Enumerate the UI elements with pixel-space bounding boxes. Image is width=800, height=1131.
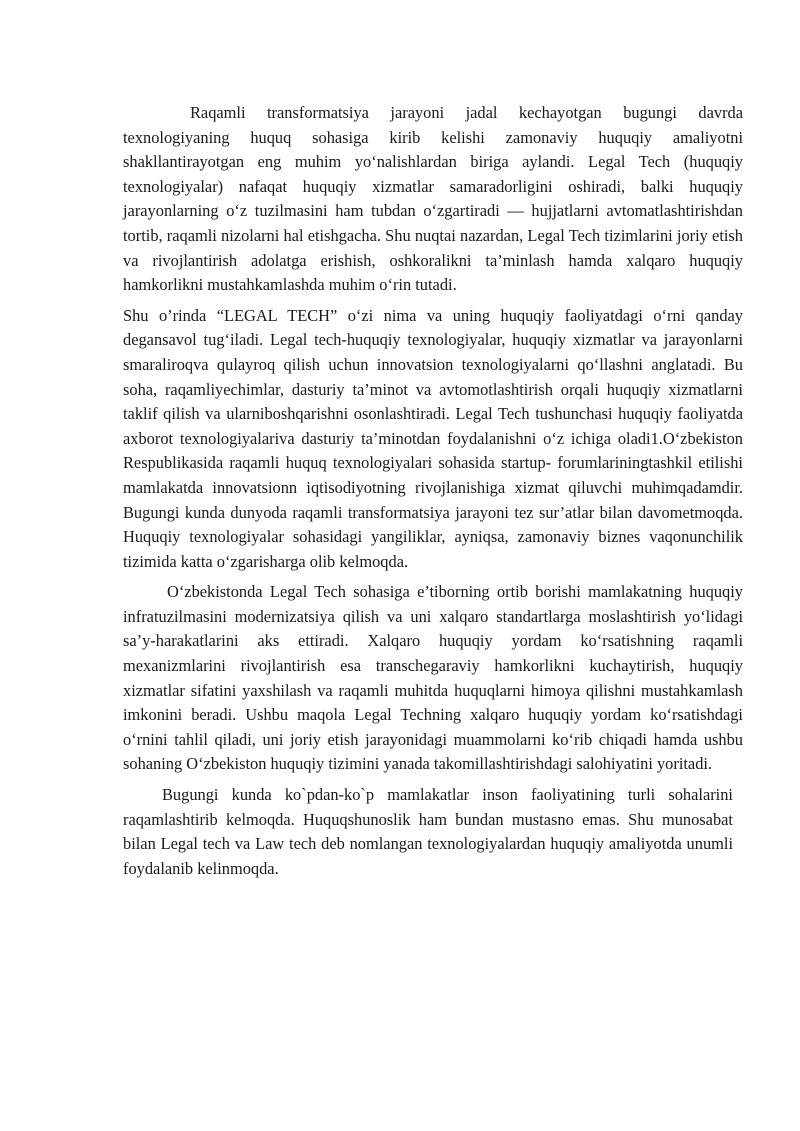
document-body xyxy=(123,101,743,881)
paragraph-legal-tech-definition: Shu o’rinda “LEGAL TECH” o‘zi nima va uning huquqiy faoliyatdagi o‘rni qanday degansavol tug‘iladi. Legal tech-huquqiy texnologiyalar, huquqiy xizmatlar va jarayonlarni smaraliroqva qulayroq qilish uchun innovatsion texnologiyalarni qo‘llashni anglatadi. Bu soha, raqamliyechimlar, dasturiy ta’minot va avtomotlashtirish orqali huquqiy xizmatlarni taklif qilish va ularniboshqarishni osonlashtiradi. Legal Tech tushunchasi huquqiy faoliyatda axborot texnologiyalariva dasturiy ta’minotdan foydalanishni o‘z ichiga oladi1.O‘zbekiston Respublikasida raqamli huquq texnologiyalari sohasida startup- forumlariningtashkil etilishi mamlakatda innovatsionn iqtisodiyotning rivojlanishiga xizmat qiluvchi muhimqadamdir. Bugungi kunda dunyoda raqamli transformatsiya jarayoni tez sur’atlar bilan davometmoqda. Huquqiy texnologiyalar sohasidagi yangiliklar, ayniqsa, zamonaviy biznes vaqonunchilik tizimida katta o‘zgarisharga olib kelmoqda. xyxy=(123,305,743,571)
paragraph-intro-digital-transformation: Raqamli transformatsiya jarayoni jadal kechayotgan bugungi davrda texnologiyaning huquq sohasiga kirib kelishi zamonaviy huquqiy amaliyotni shakllantirayotgan eng muhim yo‘nalishlardan biriga aylandi. Legal Tech (huquqiy texnologiyalar) nafaqat huquqiy xizmatlar samaradorligini oshiradi, balki huquqiy jarayonlarning o‘z tuzilmasini ham tubdan o‘zgartiradi — hujjatlarni avtomatlashtirishdan tortib, raqamli nizolarni hal etishgacha. Shu nuqtai nazardan, Legal Tech tizimlarini joriy etish va rivojlantirish adolatga erishish, oshkoralikni ta’minlash hamda xalqaro huquqiy hamkorlikni mustahkamlashda muhim o‘rin tutadi. xyxy=(123,103,743,295)
paragraph-digitalization-countries: Bugungi kunda ko`pdan-ko`p mamlakatlar inson faoliyatining turli sohalarini raqamlashtirib kelmoqda. Huquqshunoslik ham bundan mustasno emas. Shu munosabat bilan Legal tech va Law tech deb nomlangan texnologiyalardan huquqiy amaliyotda unumli foydalanib kelinmoqda. xyxy=(123,785,733,878)
paragraph-uzbekistan-legal-tech: O‘zbekistonda Legal Tech sohasiga e’tiborning ortib borishi mamlakatning huquqiy infratuzilmasini modernizatsiya qilish va uni xalqaro standartlarga moslashtirish yo‘lidagi sa’y-harakatlarini aks ettiradi. Xalqaro huquqiy yordam ko‘rsatishning raqamli mexanizmlarini rivojlantirish esa transchegaraviy hamkorlikni kuchaytirish, huquqiy xizmatlar sifatini yaxshilash va raqamli muhitda huquqlarni himoya qilishni mustahkamlash imkonini beradi. Ushbu maqola Legal Techning xalqaro huquqiy yordam ko‘rsatishdagi o‘rnini tahlil qiladi, uni joriy etish jarayonidagi muammolarni ko‘rib chiqadi hamda ushbu sohaning O‘zbekiston huquqiy tizimini yanada takomillashtirishdagi salohiyatini yoritadi. xyxy=(123,582,743,774)
